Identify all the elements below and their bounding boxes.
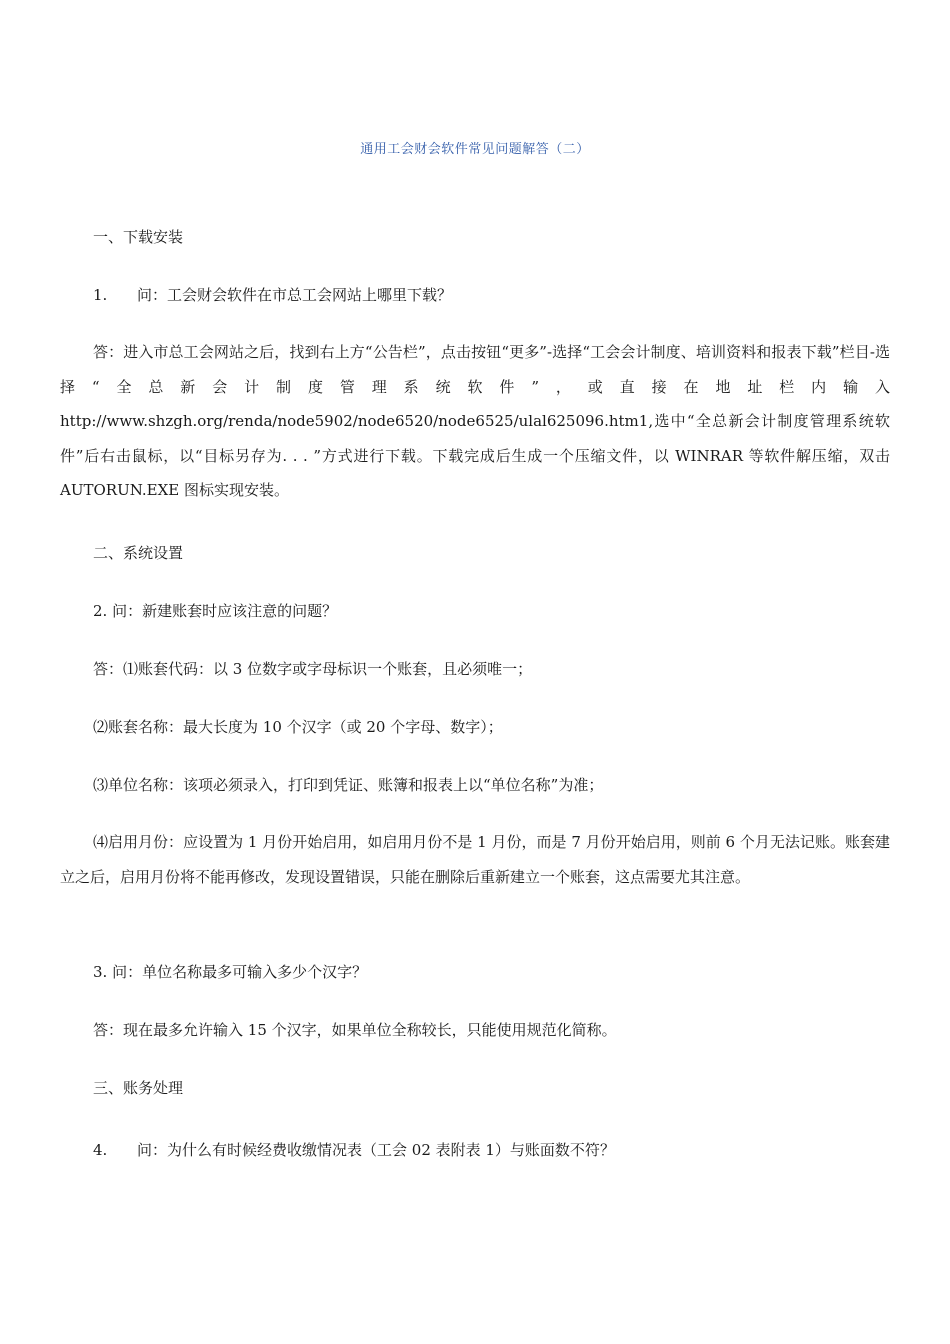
answer-3: 答：现在最多允许输入 15 个汉字，如果单位全称较长，只能使用规范化简称。	[93, 1021, 617, 1039]
question-1-text: 问：工会财会软件在市总工会网站上哪里下载？	[137, 286, 453, 304]
answer-2-item-2: ⑵账套名称：最大长度为 10 个汉字（或 20 个字母、数字）；	[93, 718, 503, 736]
question-4-number: 4.	[93, 1141, 108, 1159]
question-4	[93, 1140, 615, 1160]
section-heading-system-settings: 二、系统设置	[93, 544, 184, 562]
answer-2-item-1: 答：⑴账套代码：以 3 位数字或字母标识一个账套，且必须唯一；	[93, 660, 533, 678]
question-1-number: 1.	[93, 286, 108, 304]
section-heading-download-install: 一、下载安装	[93, 228, 184, 246]
question-2: 2. 问：新建账套时应该注意的问题？	[93, 602, 338, 620]
answer-2-item-4: ⑷启用月份：应设置为 1 月份开始启用，如启用月份不是 1 月份，而是 7 月份开始启用，则前 6 个月无法记账。账套建立之后，启用月份将不能再修改，发现设置错误，只能在删除后重新建立一个账套，这点需要尤其注意。	[60, 833, 890, 886]
question-1	[93, 285, 452, 305]
question-4-text: 问：为什么有时候经费收缴情况表（工会 02 表附表 1）与账面数不符？	[137, 1141, 615, 1159]
answer-1: 答：进入市总工会网站之后，找到右上方“公告栏”，点击按钮“更多”-选择“工会会计制度、培训资料和报表下载”栏目-选择“全总新会计制度管理系统软件”，或直接在地址栏内输入 http://www.shzgh.org/renda/node5902/node6520/node6525/ulal625096.htm1,选中“全总新会计制度管理系统软件”后右击鼠标，以“目标另存为. . . ”方式进行下载。下载完成后生成一个压缩文件，以 WINRAR 等软件解压缩，双击 AUTORUN.EXE 图标实现安装。	[60, 343, 890, 499]
document-title: 通用工会财会软件常见问题解答（二）	[360, 142, 590, 157]
section-heading-accounting: 三、账务处理	[93, 1079, 184, 1097]
answer-2-item-3: ⑶单位名称：该项必须录入，打印到凭证、账簿和报表上以“单位名称”为准；	[93, 776, 604, 794]
question-3: 3. 问：单位名称最多可输入多少个汉字？	[93, 963, 368, 981]
